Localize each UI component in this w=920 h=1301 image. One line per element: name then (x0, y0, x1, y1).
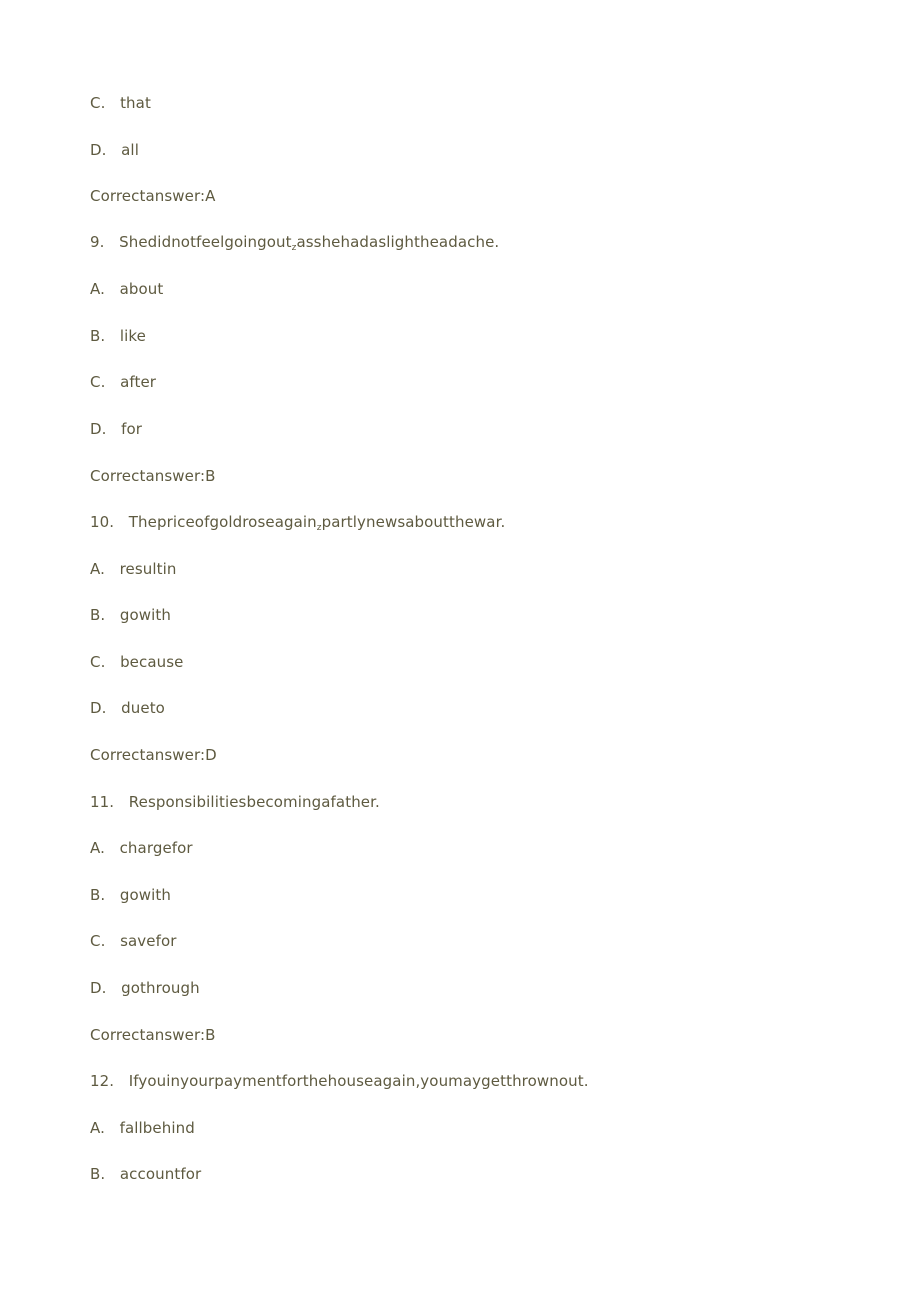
option-line (90, 419, 142, 439)
option-line (90, 838, 193, 858)
option-text: because (120, 653, 184, 671)
option-line (90, 931, 177, 951)
question-number: 11. (90, 793, 115, 811)
option-line (90, 372, 156, 392)
option-label: D. (90, 420, 107, 438)
option-text: gowith (119, 886, 171, 904)
option-text: gowith (119, 606, 171, 624)
option-label: C. (90, 932, 106, 950)
option-label: B. (90, 327, 106, 345)
question-text-tail: partlynewsaboutthewar. (321, 513, 506, 531)
option-text: resultin (119, 560, 177, 578)
option-line (90, 652, 184, 672)
option-line (90, 605, 171, 625)
option-line (90, 698, 165, 718)
question-subscript: z (291, 243, 297, 253)
option-text: savefor (120, 932, 177, 950)
option-text: like (119, 327, 146, 345)
option-label: B. (90, 886, 106, 904)
option-line (90, 559, 177, 579)
question-number: 12. (90, 1072, 115, 1090)
option-label: B. (90, 1165, 106, 1183)
question-text: Shedidnotfeelgoingout (119, 233, 292, 251)
option-line (90, 326, 146, 346)
correct-answer-text: Correctanswer:D (90, 746, 217, 764)
correct-answer-text: Correctanswer:B (90, 1026, 216, 1044)
option-label: D. (90, 699, 107, 717)
option-text: for (121, 420, 143, 438)
question-text: Ifyouinyourpaymentforthehouseagain,youmaygetthrownout. (128, 1072, 589, 1090)
correct-answer (90, 745, 217, 765)
option-label: A. (90, 560, 105, 578)
question-number: 9. (90, 233, 105, 251)
option-line (90, 1164, 201, 1184)
question-number: 10. (90, 513, 115, 531)
option-line (90, 1118, 195, 1138)
correct-answer (90, 186, 215, 206)
option-text: fallbehind (119, 1119, 195, 1137)
question-line (90, 1071, 589, 1091)
question-subscript: z (316, 523, 322, 533)
option-line (90, 93, 151, 113)
option-label: D. (90, 979, 107, 997)
question-line (90, 232, 499, 258)
option-label: A. (90, 280, 105, 298)
option-label: A. (90, 839, 105, 857)
option-label: D. (90, 141, 107, 159)
option-text: that (120, 94, 151, 112)
option-label: C. (90, 653, 106, 671)
option-label: A. (90, 1119, 105, 1137)
option-label: C. (90, 373, 106, 391)
option-line (90, 978, 200, 998)
correct-answer-text: Correctanswer:A (90, 187, 216, 205)
option-line (90, 885, 171, 905)
option-label: B. (90, 606, 106, 624)
question-line (90, 792, 380, 812)
option-text: gothrough (121, 979, 200, 997)
question-text: Thepriceofgoldroseagain (128, 513, 317, 531)
question-text: Responsibilitiesbecomingafather. (128, 793, 380, 811)
correct-answer (90, 466, 216, 486)
option-text: about (119, 280, 164, 298)
question-text-tail: asshehadaslightheadache. (296, 233, 500, 251)
option-line (90, 140, 139, 160)
option-line (90, 279, 163, 299)
option-text: accountfor (119, 1165, 202, 1183)
question-line (90, 512, 505, 538)
option-text: after (120, 373, 157, 391)
option-text: chargefor (119, 839, 193, 857)
option-text: all (121, 141, 139, 159)
option-text: dueto (121, 699, 165, 717)
correct-answer-text: Correctanswer:B (90, 467, 216, 485)
option-label: C. (90, 94, 106, 112)
correct-answer (90, 1025, 216, 1045)
